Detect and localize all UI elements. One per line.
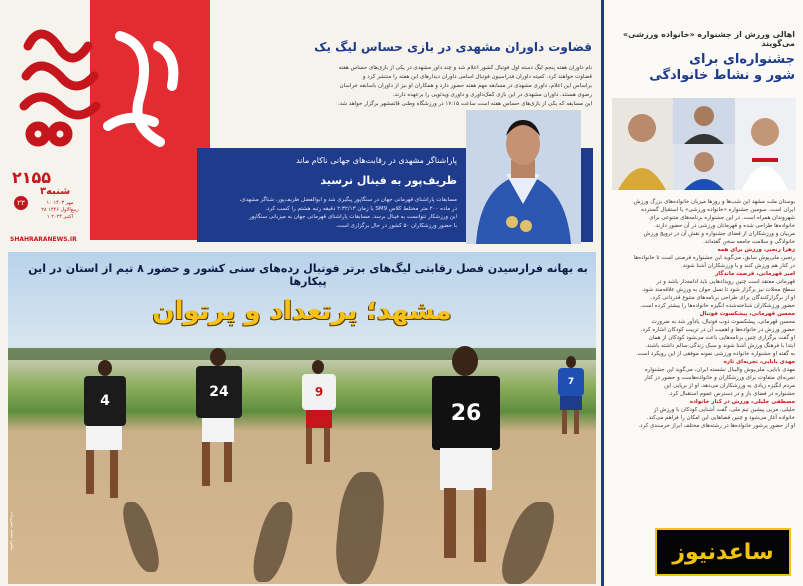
strip-headline: ظریف‌پور به فینال نرسید [320, 174, 457, 187]
top-story-headline: قضاوت داوران مشهدی در بازی حساس لیگ یک [314, 40, 592, 54]
body-line: در ماده ۲۰۰ متر مختلط کلاس SM9 با زمان ۲:۳۲/۱۳ دقیقه رتبه هشتم را کسب کرد. [265, 205, 457, 212]
player-leg [110, 450, 118, 498]
sidebar-text-line: خانواده‌ها طراحی شده و قهرمانان ورزشی در آن حضور دارند. [654, 223, 795, 229]
player-leg [562, 410, 567, 434]
player-leg [574, 410, 579, 434]
player-shadow [248, 502, 298, 582]
date-line: ۱ اکتبر ۲۰۲۴ [46, 214, 74, 220]
sidebar-text-line: مردم انگیزه زیادی به ورزشکاران می‌دهد. او از برپایی این [664, 383, 795, 389]
sidebar-text-line: جلیلی، مربی پیشین تیم ملی، گفت آشنایی کودکان با ورزش از [653, 407, 795, 413]
main-feature-photo [8, 252, 596, 584]
player-head [312, 360, 324, 374]
player-figure [294, 360, 344, 470]
date-badge: ۲۳ [14, 196, 28, 210]
sidebar-title [615, 52, 795, 84]
player-leg [324, 428, 330, 462]
sidebar-subheading: زهرا رنجبر، ورزش برای همه [717, 247, 795, 253]
sidebar-kicker: اهالی ورزش از جشنواره «خانواده ورزشی» می‌گویند [623, 30, 795, 48]
player-shorts [560, 396, 582, 410]
sidebar-text-line: جشنواره در فضای باز و در دسترس عموم استقبال کرد. [668, 391, 795, 397]
website-url: SHAHRARANEWS.IR [10, 236, 77, 243]
sidebar-subheading: مصطفی جلیلی، ورزش در کنار خانواده [689, 399, 795, 405]
sidebar-photo-collage [612, 98, 796, 190]
sidebar-text-line: ابتدا با فرهنگ ورزش آشنا شوند و سبک زندگی سالم داشته باشند. [645, 343, 795, 349]
sidebar-text-line: خانوادگی و سلامت جامعه سخن گفته‌اند. [703, 239, 795, 245]
player-leg [306, 428, 312, 464]
sidebar-text-line: محسن قهرمانی، پیشکسوت ذوب فوتبال، یادآور شد به ضرورت [651, 319, 795, 325]
sidebar-text-line: به گفته او جشنواره خانواده ورزشی نمونه موفقی از این رویکرد است. [635, 351, 795, 357]
player-shorts [306, 410, 332, 428]
player-leg [202, 442, 210, 486]
player-leg [224, 442, 232, 482]
issue-number: ۲۱۵۵ [12, 168, 52, 187]
date-line: ۲۸ ربیع‌الاول ۱۴۴۶ [41, 207, 79, 213]
sidebar-text-line: حضور ورزشکاران شناخته‌شده انگیزه خانواده‌ها را بیشتر کرده است. [639, 303, 795, 309]
body-line: قضاوت خواهند کرد. کمیته داوران فدراسیون فوتبال اسامی داوران دیدارهای این هفته را منتشر کرد و [362, 74, 592, 80]
sidebar-subheading: محسن قهرمانی، پیشکسوت فوتبال [699, 311, 795, 317]
body-line: براساس این اعلام، داوری مشهدی در مسابقه مهم هفته حضور دارد و همکاران او نیز از داوران باسابقه خراسان [339, 83, 592, 89]
date-block [30, 200, 90, 221]
body-line: این مسابقه که یکی از بازی‌های حساس هفته است ساعت ۱۷:۱۵ در ورزشگاه وطنی قائمشهر برگزار خواهد شد. [337, 101, 592, 107]
player-head [452, 346, 478, 376]
player-figure [78, 360, 134, 510]
body-line: نام داوران هفته پنجم لیگ دسته اول فوتبال کشور اعلام شد و چند داور مشهدی در یکی از بازی‌های حساس هفته [338, 65, 592, 71]
athlete-photo [466, 110, 581, 244]
photo-credit: عکس: محمد حسن‌زاده [10, 512, 15, 551]
body-line: این ورزشکار نتوانست به فینال برسد. مسابقات پاراشنای قهرمانی جهان به میزبانی سنگاپور [249, 214, 457, 220]
sidebar-text-line: خانواده آغاز می‌شود و چنین فضاهایی این امکان را فراهم می‌کند. [646, 415, 795, 421]
sidebar-text-line: او گفت برگزاری چنین برنامه‌هایی باعث می‌شود کودکان از همان [648, 335, 795, 341]
sidebar-article [601, 0, 803, 586]
feature-kicker: به بهانه فرارسیدن فصل رقابتی لیگ‌های برتر فوتبال رده‌های سنی کشور و حضور ۸ تیم از استان در این پیکارها [28, 262, 588, 288]
masthead-logo [8, 6, 198, 161]
sidebar-text-line: او از حضور پرشور خانواده‌ها در رشته‌های مختلف ابراز خرسندی کرد. [638, 423, 795, 429]
sidebar-body [611, 198, 795, 430]
sidebar-text-line: تجربه‌ای متفاوت برای ورزشکاران و خانواده‌هاست و حضور در کنار [644, 375, 795, 381]
player-shorts [202, 418, 234, 442]
weekday-label: ۳شنبه [40, 186, 71, 197]
body-line: رضوی هستند. داوران مشهدی در این بازی کمک‌داوری و داوری ویدئویی را برعهده دارند. [392, 92, 592, 98]
top-story-body [337, 64, 592, 109]
sidebar-subheading: امیر قهرمانی، فرصت ماندگار [715, 271, 795, 277]
player-leg [444, 488, 456, 558]
player-shorts [86, 426, 122, 450]
sidebar-header [615, 30, 795, 84]
strip-body [207, 196, 457, 230]
player-jersey: 4 [84, 376, 126, 426]
player-figure [422, 342, 512, 582]
sidebar-text-line: ایران است. سومین جشنواره «خانواده ورزشی» با استقبال گسترده [641, 207, 795, 213]
sidebar-text-line: قهرمانی معتقد است چنین رویدادهایی باید ادامه‌دار باشد و در [656, 279, 795, 285]
sidebar-text-line: سطح محلات نیز برگزار شود تا نسل جوان به ورزش علاقه‌مند شود. [641, 287, 795, 293]
sidebar-subheading: مهدی بابایی، تجربه‌ای تازه [723, 359, 795, 365]
player-head [566, 356, 576, 368]
player-leg [86, 450, 94, 494]
sidebar-text-line: شهروندان همراه است. در این جشنواره برنامه‌های متنوعی برای [649, 215, 795, 221]
player-jersey: 7 [558, 368, 584, 396]
player-jersey: 9 [302, 374, 336, 410]
player-jersey: 24 [196, 366, 242, 418]
player-shadow [118, 502, 164, 572]
player-figure [188, 348, 248, 498]
player-figure [554, 356, 590, 436]
player-head [98, 360, 112, 376]
date-line: ۱۰ مهر ۱۴۰۳ [46, 200, 74, 206]
sidebar-text-line: حضور ورزش در خانواده‌ها و اهمیت آن در تربیت کودکان اشاره کرد. [640, 327, 795, 333]
sidebar-text-line: او از برگزارکنندگان برای طراحی برنامه‌های متنوع قدردانی کرد. [650, 295, 795, 301]
body-line: مسابقات پاراشنای قهرمانی جهان در سنگاپور پیگیری شد و ابوالفضل ظریف‌پور، شناگر مشهدی، [239, 197, 457, 203]
sidebar-title-line: جشنواره‌ای برای [689, 52, 795, 67]
strip-kicker: پاراشناگر مشهدی در رقابت‌های جهانی ناکام ماند [296, 156, 457, 165]
player-leg [474, 488, 486, 562]
player-jersey: 26 [432, 376, 500, 450]
sidebar-title-line: شور و نشاط خانوادگی [649, 68, 795, 83]
sidebar-text-line: بوستان ملت مشهد این شب‌ها و روزها میزبان خانواده‌های بزرگ ورزش [633, 199, 795, 205]
body-line: با حضور ورزشکاران ۵۰ کشور در حال برگزاری است. [335, 222, 457, 229]
watermark-logo: ساعدنیوز [655, 528, 791, 576]
sidebar-text-line: در کنار هم ورزش کنند و با ورزشکاران آشنا شوند. [681, 263, 795, 269]
top-story [210, 40, 592, 109]
sidebar-text-line: رنجبر، ملی‌پوش سابق، می‌گوید این جشنواره فرصتی است تا خانواده‌ها [633, 255, 795, 261]
player-shadow [332, 472, 388, 584]
sidebar-text-line: مربیان و ورزشکاران از فضای جشنواره و نقش آن در ترویج ورزش [643, 231, 795, 237]
player-head [210, 348, 226, 366]
sidebar-text-line: مهدی بابایی، ملی‌پوش والیبال نشسته ایران، می‌گوید این جشنواره [644, 367, 795, 373]
feature-headline: مشهد؛ پرتعداد و پرتوان [152, 296, 452, 326]
player-shorts [440, 448, 492, 490]
